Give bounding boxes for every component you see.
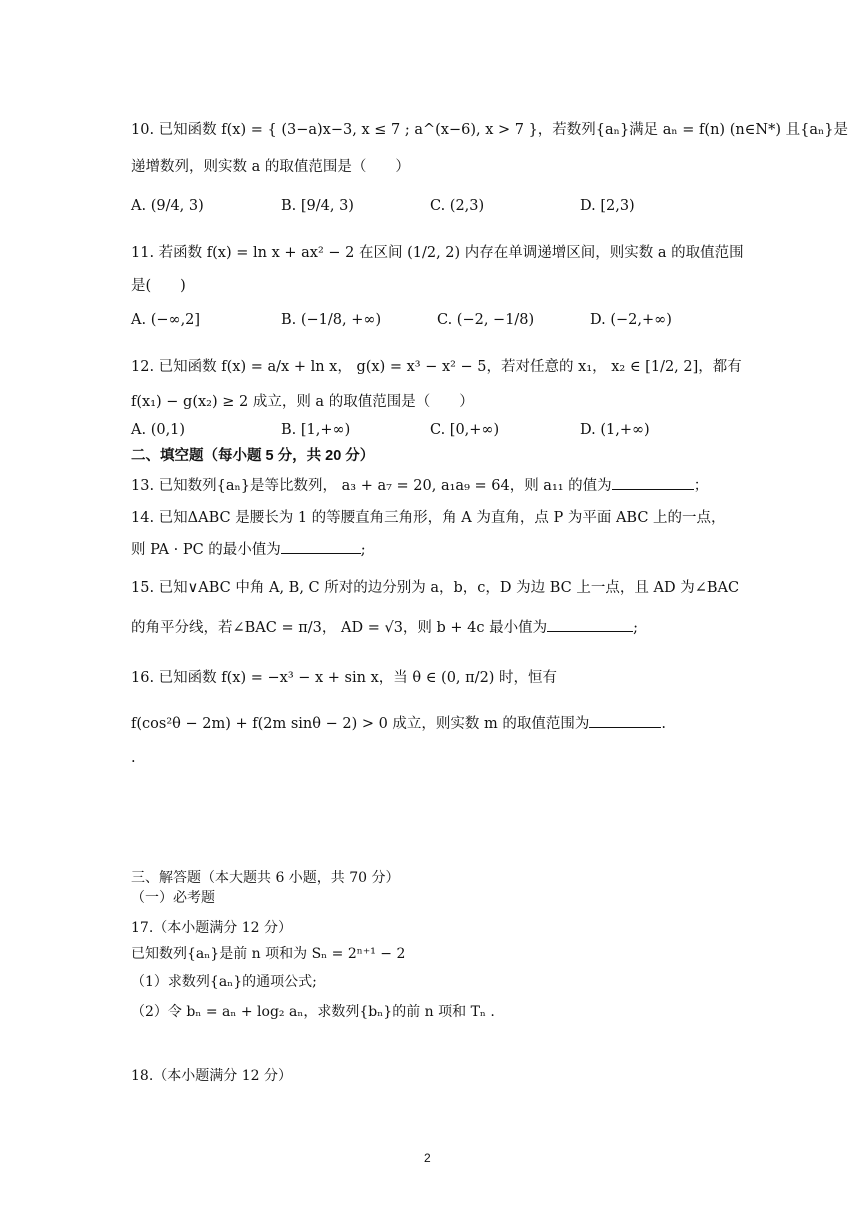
q12-option-c: C. [0,+∞) bbox=[430, 422, 500, 438]
q17-part1: （1）求数列{aₙ}的通项公式; bbox=[131, 974, 317, 990]
q10-option-d: D. [2,3) bbox=[580, 198, 635, 214]
q11-line2: 是( ) bbox=[131, 278, 186, 294]
q15-line2 bbox=[131, 618, 638, 638]
q11-option-c: C. (−2, −1/8) bbox=[437, 312, 535, 328]
q14-line2 bbox=[131, 540, 366, 560]
q17-title: 17.（本小题满分 12 分） bbox=[131, 920, 292, 936]
q16-line2 bbox=[131, 714, 666, 734]
q14-line1: 14. 已知ΔABC 是腰长为 1 的等腰直角三角形，角 A 为直角，点 P 为平面 ABC 上的一点， bbox=[131, 510, 726, 526]
q11-option-d: D. (−2,+∞) bbox=[590, 312, 672, 328]
q18-title: 18.（本小题满分 12 分） bbox=[131, 1068, 292, 1084]
q14-answer-blank bbox=[281, 553, 361, 554]
q15-end: ; bbox=[633, 620, 639, 636]
q15-line1: 15. 已知∨ABC 中角 A, B, C 所对的边分别为 a，b，c，D 为边 BC 上一点，且 AD 为∠BAC bbox=[131, 580, 740, 596]
q15-answer-blank bbox=[547, 631, 633, 632]
q12-line1: 12. 已知函数 f(x) = a/x + ln x， g(x) = x³ − x² − 5，若对任意的 x₁， x₂ ∈ [1/2, 2]，都有 bbox=[131, 359, 742, 375]
q13-answer-blank bbox=[612, 489, 694, 490]
q17-stem: 已知数列{aₙ}是前 n 项和为 Sₙ = 2ⁿ⁺¹ − 2 bbox=[131, 946, 406, 962]
q10-option-a: A. (9/4, 3) bbox=[131, 198, 204, 214]
q16-end: . bbox=[661, 716, 667, 732]
q16-text: f(cos²θ − 2m) + f(2m sinθ − 2) > 0 成立，则实数 m 的取值范围为 bbox=[131, 716, 590, 732]
q14-end: ; bbox=[360, 542, 366, 558]
q12-option-b: B. [1,+∞) bbox=[281, 422, 351, 438]
q12-option-d: D. (1,+∞) bbox=[580, 422, 650, 438]
q10-option-b: B. [9/4, 3) bbox=[281, 198, 354, 214]
q14-text: 则 PA · PC 的最小值为 bbox=[131, 542, 281, 558]
q13-text: 13. 已知数列{aₙ}是等比数列， a₃ + a₇ = 20, a₁a₉ = 64，则 a₁₁ 的值为 bbox=[131, 478, 612, 494]
q17-part2: （2）令 bₙ = aₙ + log₂ aₙ，求数列{bₙ}的前 n 项和 Tₙ . bbox=[131, 1004, 495, 1020]
q13-line bbox=[131, 476, 708, 496]
q16-answer-blank bbox=[589, 727, 661, 728]
q16-line1: 16. 已知函数 f(x) = −x³ − x + sin x，当 θ ∈ (0, π/2) 时，恒有 bbox=[131, 670, 558, 686]
q10-line2: 递增数列，则实数 a 的取值范围是（ ） bbox=[131, 159, 410, 175]
q13-end: ； bbox=[693, 478, 709, 494]
section3-subheading: （一）必考题 bbox=[131, 890, 215, 906]
q11-option-a: A. (−∞,2] bbox=[131, 312, 201, 328]
section2-heading: 二、填空题（每小题 5 分，共 20 分） bbox=[131, 448, 375, 464]
q10-line1: 10. 已知函数 f(x) = { (3−a)x−3, x ≤ 7 ; a^(x−6), x > 7 }，若数列{aₙ}满足 aₙ = f(n) (n∈N*) 且{aₙ}是 bbox=[131, 122, 848, 138]
page-number: 2 bbox=[424, 1151, 431, 1165]
q11-option-b: B. (−1/8, +∞) bbox=[281, 312, 382, 328]
q12-option-a: A. (0,1) bbox=[131, 422, 186, 438]
q12-line2: f(x₁) − g(x₂) ≥ 2 成立，则 a 的取值范围是（ ） bbox=[131, 394, 474, 410]
q10-option-c: C. (2,3) bbox=[430, 198, 485, 214]
q15-text: 的角平分线，若∠BAC = π/3， AD = √3，则 b + 4c 最小值为 bbox=[131, 620, 548, 636]
section3-heading: 三、解答题（本大题共 6 小题，共 70 分） bbox=[131, 870, 400, 886]
q11-line1: 11. 若函数 f(x) = ln x + ax² − 2 在区间 (1/2, 2) 内存在单调递增区间，则实数 a 的取值范围 bbox=[131, 245, 744, 261]
stray-dot: . bbox=[131, 750, 136, 766]
